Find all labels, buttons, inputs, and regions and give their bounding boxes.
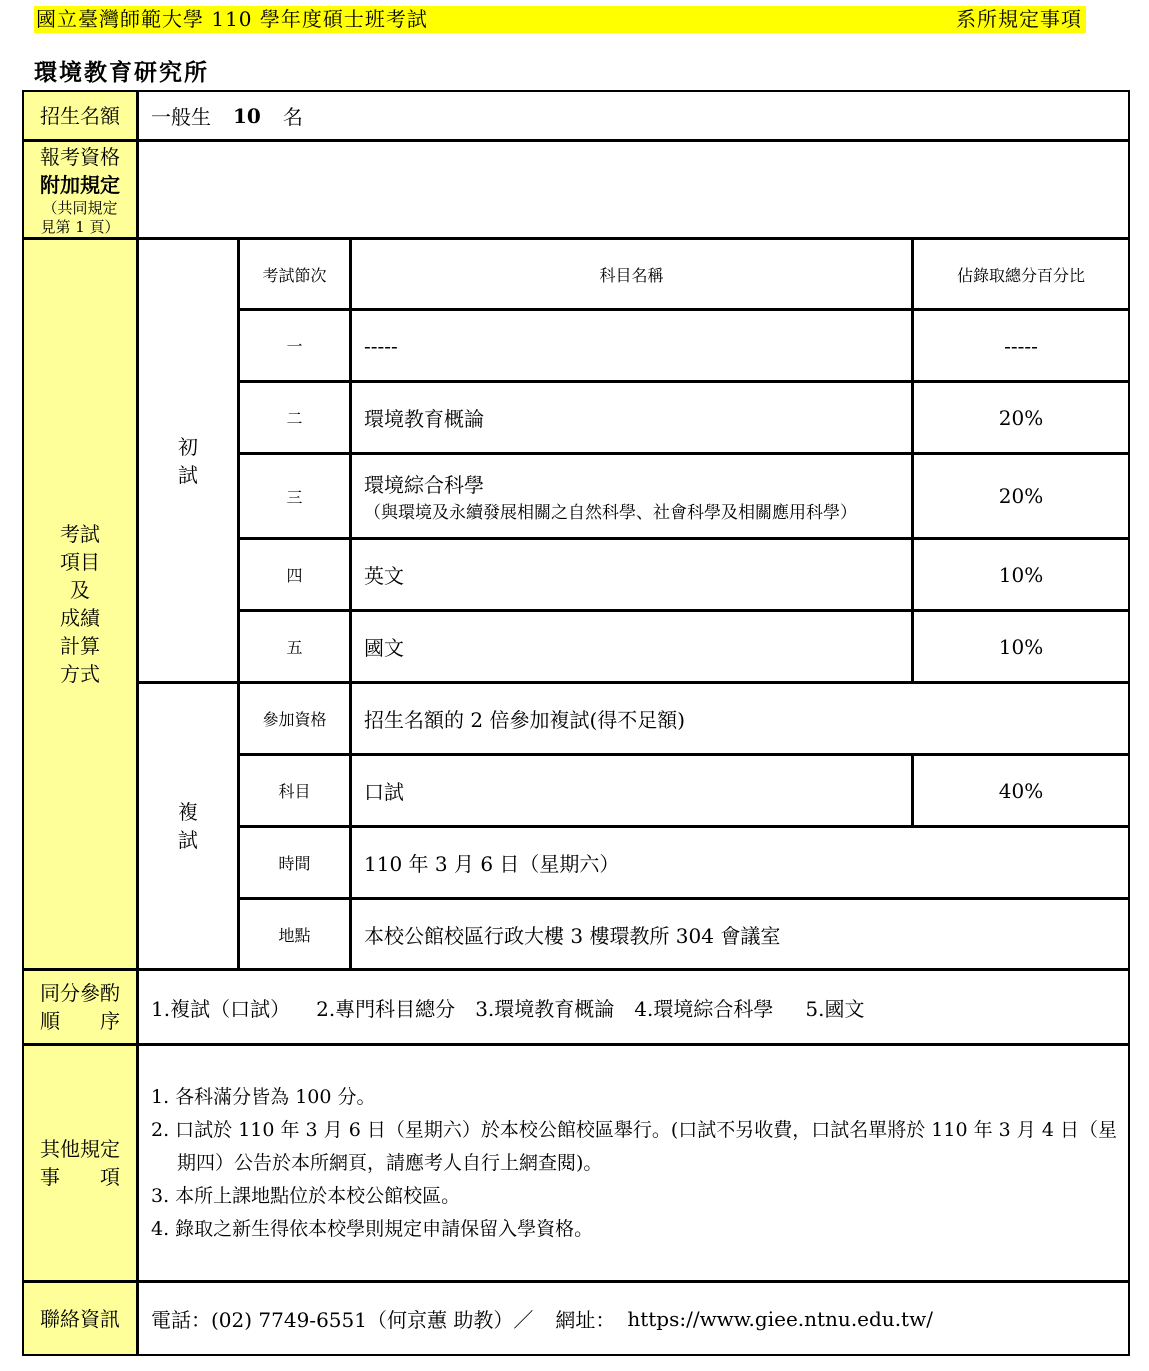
- tiebreak-item: 4.環境綜合科學: [634, 996, 774, 1021]
- percent-2: 20%: [912, 381, 1130, 454]
- second-time-value: 110 年 3 月 6 日（星期六）: [350, 826, 1130, 899]
- second-place-value: 本校公館校區行政大樓 3 樓環教所 304 會議室: [350, 898, 1130, 970]
- rule-item: 1. 各科滿分皆為 100 分。: [151, 1085, 376, 1108]
- quota-value: [137, 90, 1130, 141]
- second-subject-label: 科目: [238, 754, 351, 827]
- session-1: 一: [238, 309, 351, 382]
- contact-label: 聯絡資訊: [22, 1281, 138, 1356]
- rule-item: 4. 錄取之新生得依本校學則規定申請保留入學資格。: [151, 1217, 594, 1240]
- quota-unit: 名: [282, 105, 303, 129]
- quota-prefix: 一般生: [151, 105, 211, 129]
- contact-web-label: 網址：: [555, 1308, 616, 1332]
- eligibility-content: [137, 140, 1130, 239]
- header-subject: 科目名稱: [350, 238, 913, 310]
- other-rules: [137, 1044, 1130, 1282]
- header-percent: 佔錄取總分百分比: [912, 238, 1130, 310]
- second-subject-percent: 40%: [912, 754, 1130, 827]
- session-2: 二: [238, 381, 351, 454]
- exam-section-label: 考試 項目 及 成績 計算 方式: [22, 238, 138, 970]
- second-eligibility-label: 參加資格: [238, 682, 351, 755]
- exam-title: 國立臺灣師範大學 110 學年度碩士班考試: [36, 7, 428, 31]
- subject-4: 英文: [350, 538, 913, 611]
- session-5: 五: [238, 610, 351, 683]
- subject-3: [350, 453, 913, 539]
- contact-url[interactable]: https://www.giee.ntnu.edu.tw/: [627, 1306, 933, 1331]
- percent-5: 10%: [912, 610, 1130, 683]
- header-session: 考試節次: [238, 238, 351, 310]
- tiebreak-order: [137, 969, 1130, 1045]
- subject-3-title: 環境綜合科學: [364, 473, 484, 497]
- tiebreak-item: 3.環境教育概論: [475, 996, 615, 1021]
- second-subject-value: 口試: [350, 754, 913, 827]
- eligibility-label: 報考資格 附加規定 （共同規定 見第 1 頁）: [22, 140, 138, 239]
- first-stage-label: 初 試: [137, 238, 239, 683]
- subject-1: -----: [350, 309, 913, 382]
- quota-count: 10: [233, 103, 261, 128]
- rule-item: 3. 本所上課地點位於本校公館校區。: [151, 1184, 461, 1207]
- second-time-label: 時間: [238, 826, 351, 899]
- percent-4: 10%: [912, 538, 1130, 611]
- second-eligibility-value: 招生名額的 2 倍參加複試(得不足額): [350, 682, 1130, 755]
- second-place-label: 地點: [238, 898, 351, 970]
- department-title: 環境教育研究所: [34, 60, 209, 86]
- percent-1: -----: [912, 309, 1130, 382]
- subject-2: 環境教育概論: [350, 381, 913, 454]
- tiebreak-item: 5.國文: [805, 996, 865, 1021]
- subject-5: 國文: [350, 610, 913, 683]
- tiebreak-item: 1.複試（口試）: [151, 996, 291, 1021]
- tiebreak-item: 2.專門科目總分: [316, 996, 456, 1021]
- quota-label: 招生名額: [22, 90, 138, 141]
- contact-phone: 電話：(02) 7749-6551（何京蕙 助教）／: [151, 1308, 534, 1332]
- second-stage-label: 複 試: [137, 682, 239, 970]
- tiebreak-label: 同分參酌 順 序: [22, 969, 138, 1045]
- session-4: 四: [238, 538, 351, 611]
- session-3: 三: [238, 453, 351, 539]
- percent-3: 20%: [912, 453, 1130, 539]
- subject-3-note: （與環境及永續發展相關之自然科學、社會科學及相關應用科學）: [364, 503, 857, 523]
- header-banner: [34, 6, 1086, 33]
- contact-info: [137, 1281, 1130, 1356]
- other-label: 其他規定 事 項: [22, 1044, 138, 1282]
- rule-item: 2. 口試於 110 年 3 月 6 日（星期六）於本校公館校區舉行。(口試不另收費，口試名單將於 110 年 3 月 4 日（星期四）公告於本所網頁，請應考人自行上網查閱)。: [151, 1118, 1117, 1174]
- section-title: 系所規定事項: [956, 7, 1082, 31]
